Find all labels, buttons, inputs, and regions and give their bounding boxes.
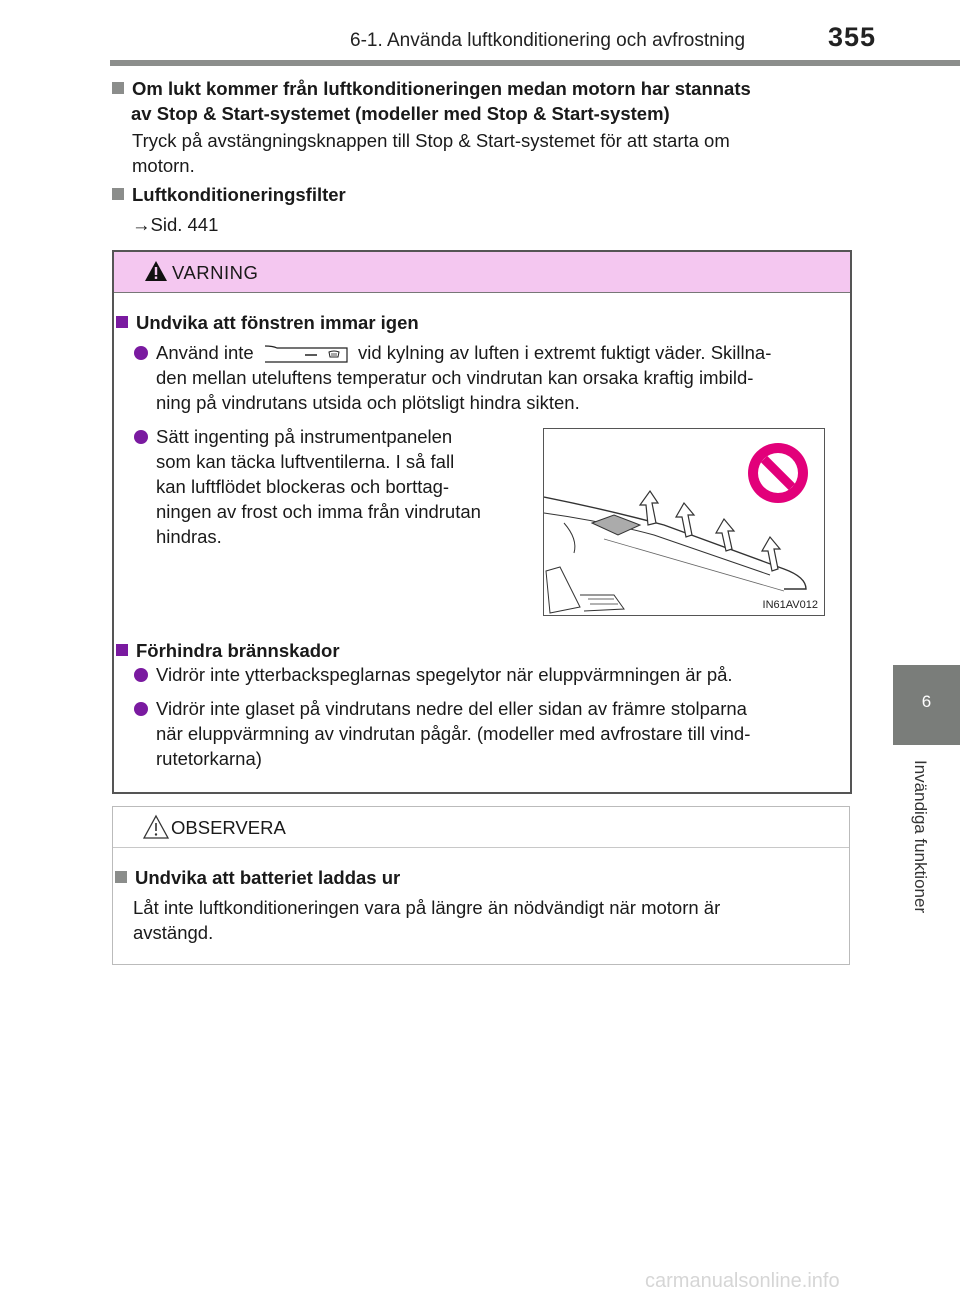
notice-heading-battery: Undvika att batteriet laddas ur [115, 865, 400, 890]
watermark: carmanualsonline.info [645, 1270, 840, 1292]
warning-bullet-windshield: Vidrör inte glaset på vindrutans nedre del eller sidan av främre stolparna när eluppvärmning av vindrutan pågår. (modeller med avfrostare till vind- rutetorkarna) [134, 696, 846, 771]
intro-heading-stop-start: Om lukt kommer från luftkonditioneringen medan motorn har stannats av Stop & Start-systemet (modeller med Stop & Start-system) [112, 76, 850, 126]
page-number: 355 [828, 22, 877, 52]
square-bullet-icon [116, 316, 128, 328]
square-bullet-icon [112, 188, 124, 200]
square-bullet-icon [112, 82, 124, 94]
dashboard-drawing [544, 429, 824, 615]
dashboard-vents-illustration [543, 428, 825, 616]
warning-bullet-mirrors: Vidrör inte ytterbackspeglarnas spegelytor när eluppvärmningen är på. [134, 662, 846, 687]
bullet-dot-icon [134, 346, 148, 360]
square-bullet-icon [116, 644, 128, 656]
header-rule [110, 60, 960, 66]
warning-heading-fog: Undvika att fönstren immar igen [116, 310, 419, 335]
warning-triangle-icon [144, 260, 168, 282]
bullet-dot-icon [134, 702, 148, 716]
bullet-dot-icon [134, 430, 148, 444]
running-header-title: 6-1. Använda luftkonditionering och avfrostning [350, 30, 746, 51]
warning-header [114, 252, 850, 293]
warning-bullet-defog-button: Använd inte vid kylning av luften i extremt fuktigt väder. Skillna- den mellan uteluftens temperatur och vindrutan kan orsaka kraftig imbild- ning på vindrutans utsida och plötsligt hindra sikten. [134, 340, 846, 415]
figure-code: IN61AV012 [762, 599, 818, 611]
chapter-tab: 6 [893, 665, 960, 745]
notice-header [113, 807, 849, 848]
intro-paragraph-stop-start: Tryck på avstängningsknappen till Stop & Start-systemet för att starta om motorn. [132, 130, 730, 176]
warning-title: VARNING [172, 262, 259, 283]
notice-box [112, 806, 850, 965]
caution-triangle-icon [143, 814, 169, 840]
page-reference-link[interactable]: →Sid. 441 [132, 214, 219, 235]
windshield-air-button-icon [263, 343, 349, 363]
warning-heading-burns: Förhindra brännskador [116, 638, 340, 663]
bullet-dot-icon [134, 668, 148, 682]
notice-paragraph: Låt inte luftkonditioneringen vara på längre än nödvändigt när motorn är avstängd. [133, 897, 721, 943]
chapter-tab-label: Invändiga funktioner [911, 760, 930, 914]
notice-title: OBSERVERA [171, 817, 286, 838]
warning-bullet-vents: Sätt ingenting på instrumentpanelen som kan täcka luftventilerna. I så fall kan luftflödet blockeras och borttag- ningen av frost och imma från vindrutan hindras. [134, 424, 522, 549]
intro-heading-filter: Luftkonditioneringsfilter [112, 182, 850, 207]
square-bullet-icon [115, 871, 127, 883]
